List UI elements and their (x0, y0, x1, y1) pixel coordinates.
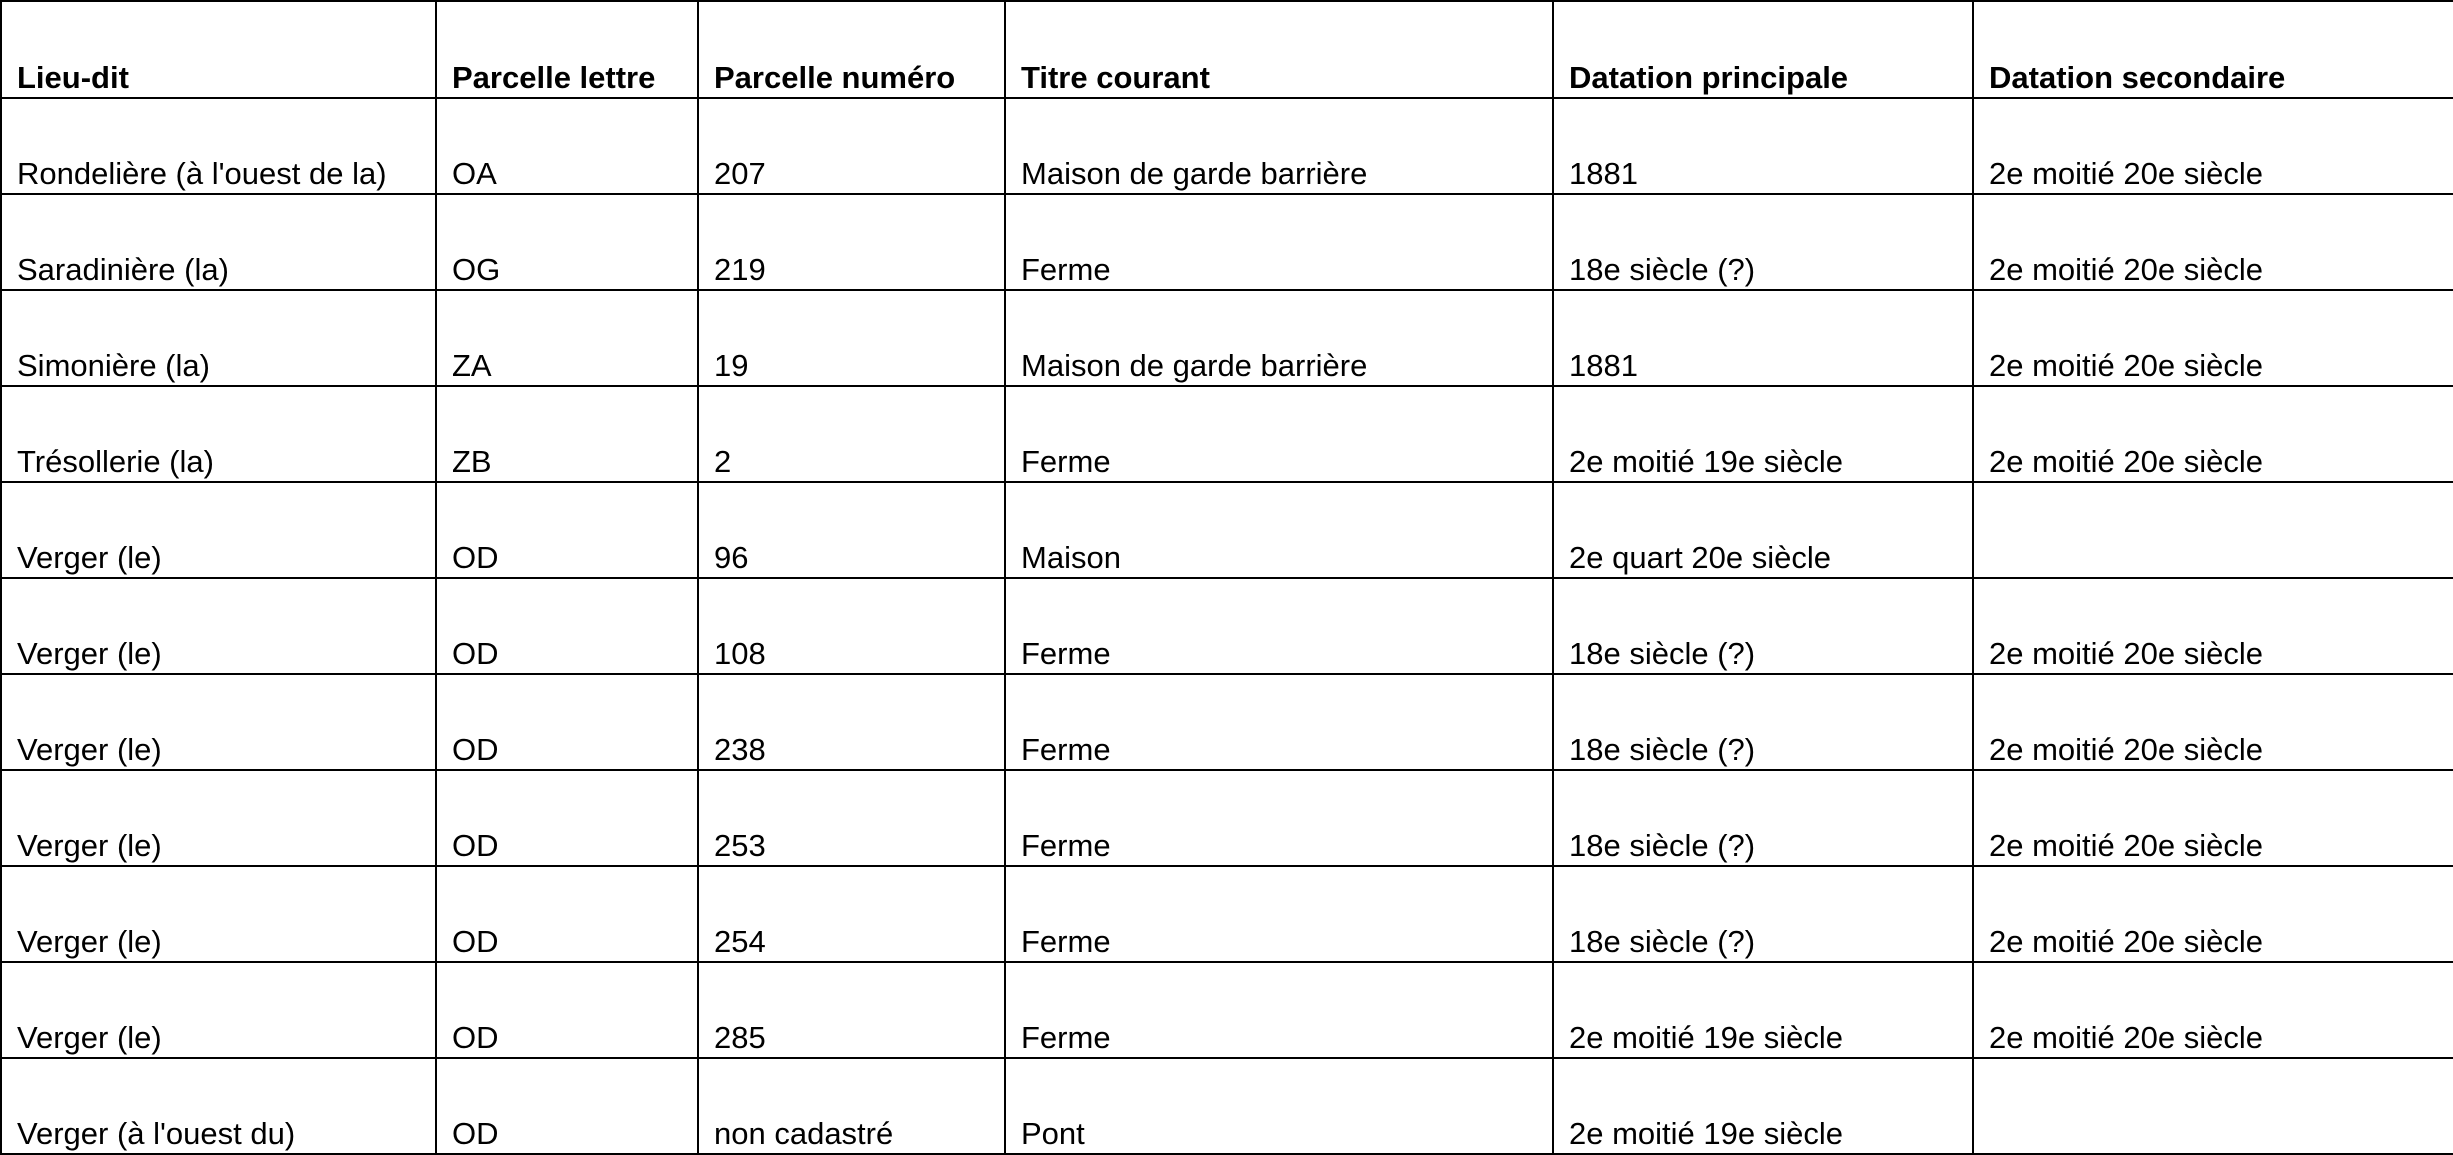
cell-titre-courant: Ferme (1005, 674, 1553, 770)
cell-parcelle-lettre: OD (436, 1058, 698, 1154)
cell-datation-principale: 18e siècle (?) (1553, 866, 1973, 962)
table-row (1, 482, 2453, 578)
cell-parcelle-numero: 207 (698, 98, 1005, 194)
cell-lieu-dit: Verger (à l'ouest du) (1, 1058, 436, 1154)
cell-parcelle-lettre: OD (436, 962, 698, 1058)
header-lieu-dit: Lieu-dit (1, 1, 436, 98)
table-row (1, 1058, 2453, 1154)
cell-parcelle-lettre: OD (436, 482, 698, 578)
table-row (1, 386, 2453, 482)
cell-parcelle-numero: 219 (698, 194, 1005, 290)
cell-titre-courant: Ferme (1005, 770, 1553, 866)
table-row (1, 962, 2453, 1058)
cell-parcelle-lettre: OD (436, 674, 698, 770)
cell-parcelle-lettre: ZB (436, 386, 698, 482)
cell-lieu-dit: Verger (le) (1, 482, 436, 578)
cell-titre-courant: Ferme (1005, 962, 1553, 1058)
cell-parcelle-lettre: OG (436, 194, 698, 290)
cell-parcelle-numero: 108 (698, 578, 1005, 674)
cell-parcelle-numero: 254 (698, 866, 1005, 962)
cell-parcelle-lettre: OD (436, 770, 698, 866)
cell-datation-secondaire: 2e moitié 20e siècle (1973, 962, 2453, 1058)
table-row (1, 674, 2453, 770)
cell-lieu-dit: Saradinière (la) (1, 194, 436, 290)
cell-lieu-dit: Simonière (la) (1, 290, 436, 386)
cell-parcelle-numero: non cadastré (698, 1058, 1005, 1154)
header-parcelle-lettre: Parcelle lettre (436, 1, 698, 98)
header-parcelle-numero: Parcelle numéro (698, 1, 1005, 98)
cell-datation-secondaire: 2e moitié 20e siècle (1973, 290, 2453, 386)
table-row (1, 194, 2453, 290)
cell-titre-courant: Ferme (1005, 866, 1553, 962)
cell-datation-secondaire: 2e moitié 20e siècle (1973, 194, 2453, 290)
cell-lieu-dit: Verger (le) (1, 962, 436, 1058)
cell-datation-principale: 2e moitié 19e siècle (1553, 1058, 1973, 1154)
cell-datation-secondaire: 2e moitié 20e siècle (1973, 674, 2453, 770)
cell-datation-principale: 18e siècle (?) (1553, 578, 1973, 674)
cell-parcelle-numero: 238 (698, 674, 1005, 770)
cell-parcelle-lettre: ZA (436, 290, 698, 386)
cell-datation-principale: 2e moitié 19e siècle (1553, 386, 1973, 482)
table-row (1, 578, 2453, 674)
cell-datation-principale: 2e moitié 19e siècle (1553, 962, 1973, 1058)
cell-titre-courant: Ferme (1005, 386, 1553, 482)
cell-lieu-dit: Verger (le) (1, 770, 436, 866)
table-row (1, 98, 2453, 194)
cell-datation-secondaire (1973, 1058, 2453, 1154)
cell-datation-secondaire: 2e moitié 20e siècle (1973, 866, 2453, 962)
cell-titre-courant: Ferme (1005, 578, 1553, 674)
cell-datation-secondaire: 2e moitié 20e siècle (1973, 386, 2453, 482)
cell-lieu-dit: Verger (le) (1, 674, 436, 770)
cell-datation-principale: 18e siècle (?) (1553, 194, 1973, 290)
table-header-row (1, 1, 2453, 98)
cell-datation-principale: 2e quart 20e siècle (1553, 482, 1973, 578)
cell-datation-principale: 1881 (1553, 290, 1973, 386)
cell-titre-courant: Maison de garde barrière (1005, 290, 1553, 386)
cell-datation-secondaire: 2e moitié 20e siècle (1973, 770, 2453, 866)
header-datation-secondaire: Datation secondaire (1973, 1, 2453, 98)
cell-titre-courant: Ferme (1005, 194, 1553, 290)
header-titre-courant: Titre courant (1005, 1, 1553, 98)
cell-parcelle-numero: 253 (698, 770, 1005, 866)
cell-lieu-dit: Verger (le) (1, 578, 436, 674)
cell-lieu-dit: Verger (le) (1, 866, 436, 962)
table-row (1, 866, 2453, 962)
cell-titre-courant: Pont (1005, 1058, 1553, 1154)
cell-titre-courant: Maison de garde barrière (1005, 98, 1553, 194)
cell-parcelle-numero: 285 (698, 962, 1005, 1058)
cell-parcelle-lettre: OD (436, 578, 698, 674)
cell-lieu-dit: Rondelière (à l'ouest de la) (1, 98, 436, 194)
header-datation-principale: Datation principale (1553, 1, 1973, 98)
cell-parcelle-numero: 2 (698, 386, 1005, 482)
cell-titre-courant: Maison (1005, 482, 1553, 578)
cell-parcelle-numero: 96 (698, 482, 1005, 578)
cell-parcelle-numero: 19 (698, 290, 1005, 386)
cell-lieu-dit: Trésollerie (la) (1, 386, 436, 482)
cell-datation-principale: 18e siècle (?) (1553, 770, 1973, 866)
table-row (1, 290, 2453, 386)
cell-datation-secondaire: 2e moitié 20e siècle (1973, 98, 2453, 194)
cell-datation-principale: 1881 (1553, 98, 1973, 194)
table-row (1, 770, 2453, 866)
cell-datation-principale: 18e siècle (?) (1553, 674, 1973, 770)
cell-parcelle-lettre: OA (436, 98, 698, 194)
cell-parcelle-lettre: OD (436, 866, 698, 962)
cell-datation-secondaire: 2e moitié 20e siècle (1973, 578, 2453, 674)
cell-datation-secondaire (1973, 482, 2453, 578)
